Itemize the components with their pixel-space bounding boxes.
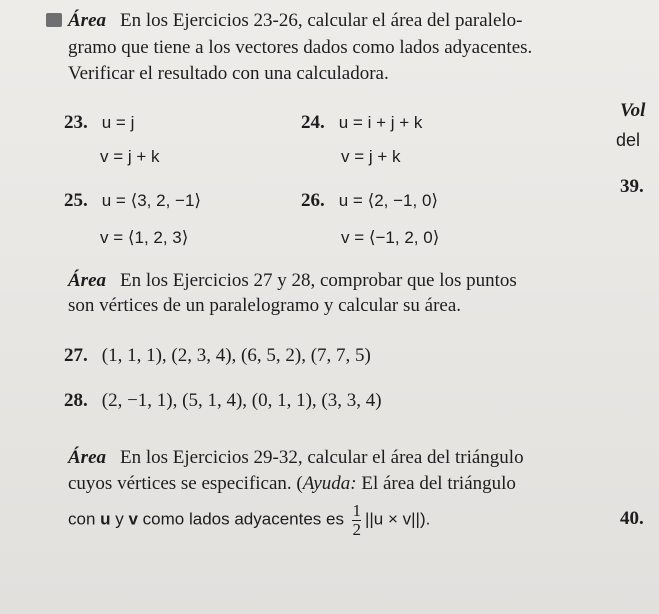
exercise-26-v: v = ⟨−1, 2, 0⟩ [341, 228, 440, 247]
sidebar-del: del [616, 130, 641, 150]
exercise-27: 27. (1, 1, 1), (2, 3, 4), (6, 5, 2), (7, 7, 5) [64, 345, 371, 366]
section1-line3: Verificar el resultado con una calculadora. [68, 63, 389, 84]
exercise-28: 28. (2, −1, 1), (5, 1, 4), (0, 1, 1), (3, 3, 4) [64, 390, 382, 411]
exercise-25-v: v = ⟨1, 2, 3⟩ [100, 228, 189, 247]
exercise-24-u: 24. u = i + j + k [301, 112, 423, 133]
exercise-24-v: v = j + k [341, 147, 401, 166]
section2-heading: Área [68, 270, 106, 291]
sidebar-exercise-39: 39. [620, 176, 644, 197]
exercise-23-u: 23. u = j [64, 112, 135, 133]
exercise-23-v: v = j + k [100, 147, 160, 166]
sidebar-exercise-40: 40. [620, 508, 644, 529]
one-half-fraction: $\frac{1}{2}$ [352, 501, 361, 539]
section2-line2: son vértices de un paralelogramo y calcular su área. [68, 295, 462, 316]
section1-heading: Área [68, 10, 106, 31]
section-marker-icon [46, 13, 62, 27]
section1-line2: gramo que tiene a los vectores dados como lados adyacentes. [68, 37, 533, 58]
exercise-25-u: 25. u = ⟨3, 2, −1⟩ [64, 190, 202, 211]
section3-line2: cuyos vértices se especifican. (Ayuda: El área del triángulo [68, 473, 516, 494]
sidebar-vol: Vol [620, 100, 646, 121]
section1-line1: Área En los Ejercicios 23-26, calcular el área del paralelo- [68, 10, 523, 31]
section3-line3: con u y v como lados adyacentes es $\frac{1}{2}$ ||u × v||). [68, 501, 431, 539]
section2-line1: Área En los Ejercicios 27 y 28, comprobar que los puntos [68, 270, 517, 291]
section3-line1: Área En los Ejercicios 29-32, calcular el área del triángulo [68, 447, 524, 468]
section3-heading: Área [68, 447, 106, 468]
exercise-26-u: 26. u = ⟨2, −1, 0⟩ [301, 190, 439, 211]
